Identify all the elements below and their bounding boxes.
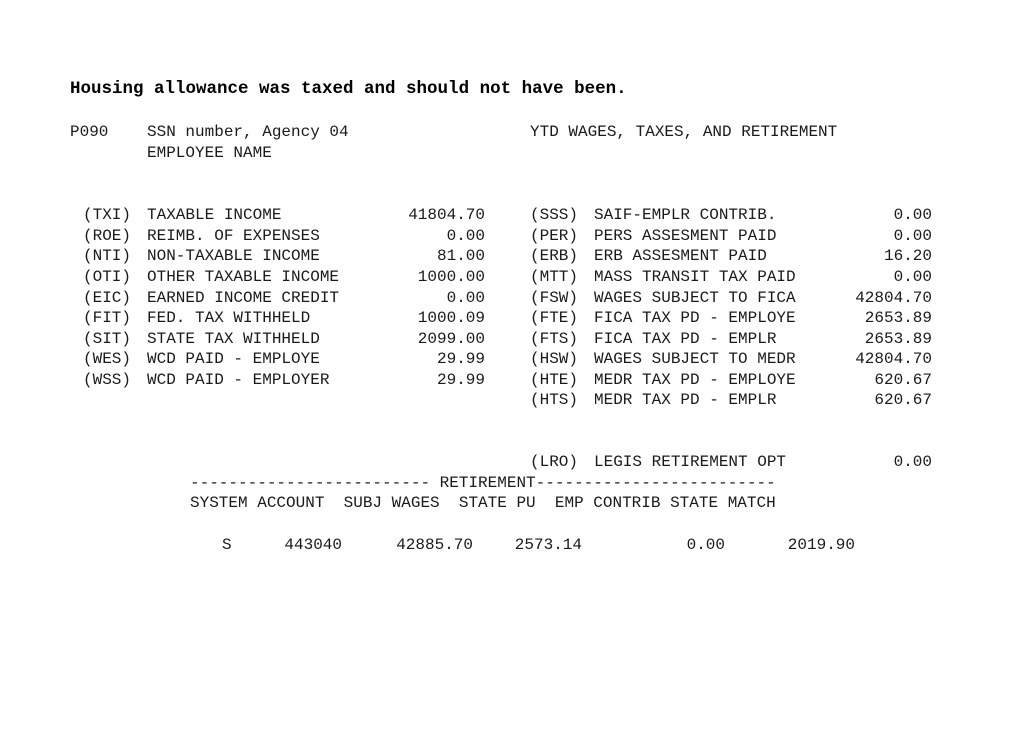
item-value: 2653.89 bbox=[864, 309, 932, 327]
item-value: 1000.09 bbox=[417, 309, 485, 327]
item-label: WCD PAID - EMPLOYE bbox=[147, 350, 320, 368]
item-label: FICA TAX PD - EMPLR bbox=[594, 330, 777, 348]
item-code: (PER) bbox=[530, 227, 579, 245]
item-label: NON-TAXABLE INCOME bbox=[147, 247, 320, 265]
item-code: (WSS) bbox=[83, 371, 132, 389]
item-value: 0.00 bbox=[893, 227, 932, 245]
retirement-divider: ------------------------- RETIREMENT------------------------- bbox=[190, 474, 776, 492]
item-code: (FIT) bbox=[83, 309, 132, 327]
item-value: 0.00 bbox=[893, 453, 932, 471]
report-code: P090 bbox=[70, 123, 109, 141]
item-value: 2653.89 bbox=[864, 330, 932, 348]
item-label: TAXABLE INCOME bbox=[147, 206, 282, 224]
item-code: (OTI) bbox=[83, 268, 132, 286]
employee-name: EMPLOYEE NAME bbox=[147, 144, 272, 162]
item-label: WAGES SUBJECT TO MEDR bbox=[594, 350, 796, 368]
item-value: 29.99 bbox=[436, 371, 485, 389]
item-label: REIMB. OF EXPENSES bbox=[147, 227, 320, 245]
item-label: SAIF-EMPLR CONTRIB. bbox=[594, 206, 777, 224]
item-value: 0.00 bbox=[446, 227, 485, 245]
item-value: 16.20 bbox=[883, 247, 932, 265]
item-value: 1000.00 bbox=[417, 268, 485, 286]
item-value: 0.00 bbox=[893, 268, 932, 286]
item-code: (HSW) bbox=[530, 350, 579, 368]
item-label: OTHER TAXABLE INCOME bbox=[147, 268, 340, 286]
item-code: (FTS) bbox=[530, 330, 579, 348]
retirement-emp-contrib: 0.00 bbox=[686, 536, 725, 554]
item-code: (MTT) bbox=[530, 268, 579, 286]
item-label: MASS TRANSIT TAX PAID bbox=[594, 268, 796, 286]
item-code: (TXI) bbox=[83, 206, 132, 224]
item-code: (HTE) bbox=[530, 371, 579, 389]
item-value: 2099.00 bbox=[417, 330, 485, 348]
ssn-agency-line: SSN number, Agency 04 bbox=[147, 123, 349, 141]
report-note: Housing allowance was taxed and should not have been. bbox=[70, 79, 627, 99]
item-label: STATE TAX WITHHELD bbox=[147, 330, 320, 348]
item-code: (HTS) bbox=[530, 391, 579, 409]
item-code: (ERB) bbox=[530, 247, 579, 265]
item-value: 41804.70 bbox=[408, 206, 485, 224]
item-label: EARNED INCOME CREDIT bbox=[147, 289, 340, 307]
item-value: 620.67 bbox=[874, 391, 932, 409]
retirement-system: S bbox=[222, 536, 232, 554]
item-code: (SSS) bbox=[530, 206, 579, 224]
item-label: ERB ASSESMENT PAID bbox=[594, 247, 767, 265]
report-title: YTD WAGES, TAXES, AND RETIREMENT bbox=[530, 123, 838, 141]
item-code: (FSW) bbox=[530, 289, 579, 307]
item-code: (NTI) bbox=[83, 247, 132, 265]
item-code: (WES) bbox=[83, 350, 132, 368]
item-label: PERS ASSESMENT PAID bbox=[594, 227, 777, 245]
item-value: 29.99 bbox=[436, 350, 485, 368]
item-value: 0.00 bbox=[893, 206, 932, 224]
item-value: 0.00 bbox=[446, 289, 485, 307]
item-code: (SIT) bbox=[83, 330, 132, 348]
item-value: 620.67 bbox=[874, 371, 932, 389]
item-value: 42804.70 bbox=[855, 289, 932, 307]
item-label: WAGES SUBJECT TO FICA bbox=[594, 289, 796, 307]
item-label: WCD PAID - EMPLOYER bbox=[147, 371, 330, 389]
item-label: MEDR TAX PD - EMPLR bbox=[594, 391, 777, 409]
item-label: FICA TAX PD - EMPLOYE bbox=[594, 309, 796, 327]
retirement-headers: SYSTEM ACCOUNT SUBJ WAGES STATE PU EMP CONTRIB STATE MATCH bbox=[190, 494, 776, 512]
retirement-state-match: 2019.90 bbox=[787, 536, 855, 554]
item-label: FED. TAX WITHHELD bbox=[147, 309, 311, 327]
item-code: (EIC) bbox=[83, 289, 132, 307]
item-code: (ROE) bbox=[83, 227, 132, 245]
item-code: (FTE) bbox=[530, 309, 579, 327]
retirement-account: 443040 bbox=[284, 536, 342, 554]
item-value: 81.00 bbox=[436, 247, 485, 265]
item-label: LEGIS RETIREMENT OPT bbox=[594, 453, 787, 471]
item-code: (LRO) bbox=[530, 453, 579, 471]
item-value: 42804.70 bbox=[855, 350, 932, 368]
retirement-state-pu: 2573.14 bbox=[514, 536, 582, 554]
retirement-subj-wages: 42885.70 bbox=[396, 536, 473, 554]
item-label: MEDR TAX PD - EMPLOYE bbox=[594, 371, 796, 389]
